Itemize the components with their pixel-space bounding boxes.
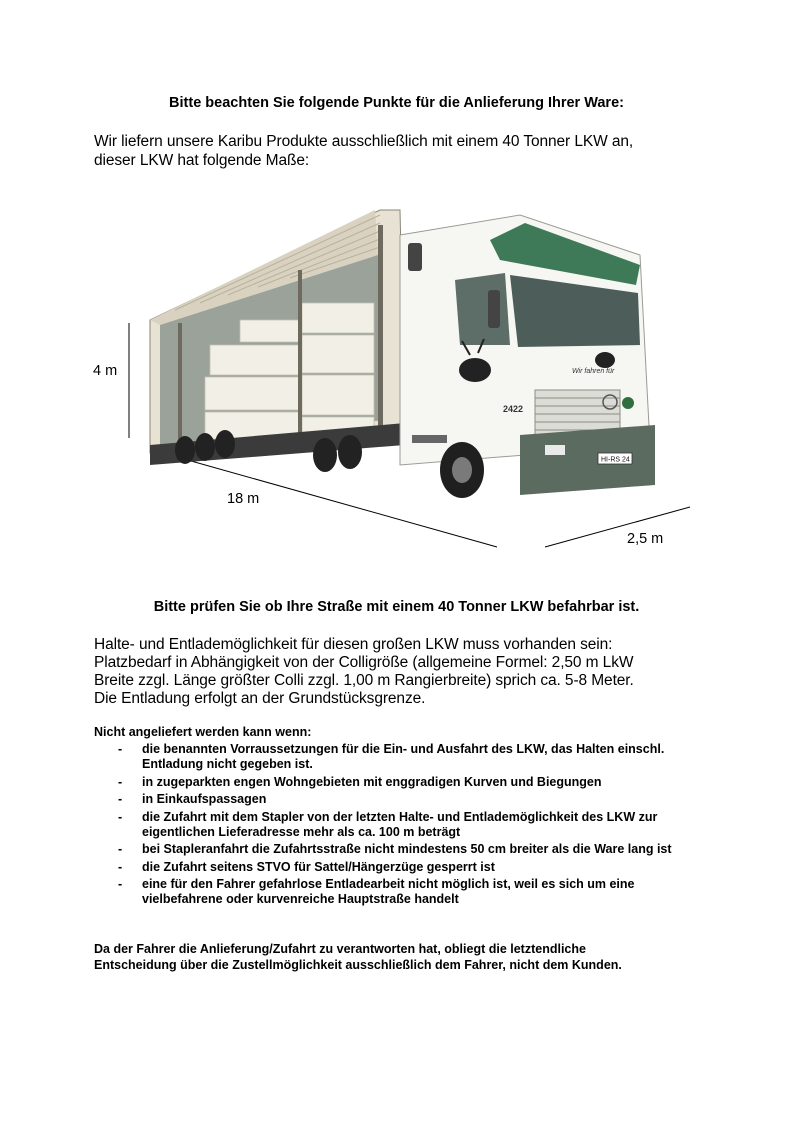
list-item: - bei Stapleranfahrt die Zufahrtsstraße nicht mindestens 50 cm breiter als die Ware lang ist: [118, 842, 672, 856]
list-item: - die Zufahrt seitens STVO für Sattel/Hängerzüge gesperrt ist: [118, 859, 495, 874]
intro-line-1: Wir liefern unsere Karibu Produkte ausschließlich mit einem 40 Tonner LKW an,: [94, 133, 634, 150]
intro-line-2: dieser LKW hat folgende Maße:: [94, 152, 310, 169]
closing-line-1: Da der Fahrer die Anlieferung/Zufahrt zu verantworten hat, obliegt die letztendliche: [94, 942, 586, 956]
list-item: - die Zufahrt mit dem Stapler von der letzten Halte- und Entlademöglichkeit des LKW zur eigentlichen Lieferadresse mehr als ca. 100 m beträgt: [118, 809, 658, 839]
fleet-number: 2422: [503, 404, 524, 414]
not-delivered-title: Nicht angeliefert werden kann wenn:: [94, 725, 312, 739]
requirements-line-2: Platzbedarf in Abhängigkeit von der Colligröße (allgemeine Formel: 2,50 m LkW: [94, 654, 634, 671]
list-item: - eine für den Fahrer gefahrlose Entladearbeit nicht möglich ist, weil es sich um eine vielbefahrene oder kurvenreiche Hauptstraße handelt: [118, 877, 635, 906]
requirements-line-1: Halte- und Entlademöglichkeit für diesen großen LKW muss vorhanden sein:: [94, 636, 613, 653]
list-item: - in Einkaufspassagen: [118, 792, 267, 806]
requirements-line-3: Breite zzgl. Länge größter Colli zzgl. 1,00 m Rangierbreite) sprich ca. 5-8 Meter.: [94, 672, 634, 689]
truck-illustration: [0, 195, 793, 560]
section-heading: Bitte prüfen Sie ob Ihre Straße mit einem 40 Tonner LKW befahrbar ist.: [153, 599, 640, 615]
trailer: [150, 210, 405, 472]
list-item: - die benannten Vorraussetzungen für die Ein- und Ausfahrt des LKW, das Halten einschl. Entladung nicht gegeben ist.: [118, 742, 665, 771]
rules-list: [94, 742, 714, 910]
cab-text: Wir fahren für: [572, 368, 615, 375]
truck-cab: [400, 215, 655, 498]
closing-line-2: Entscheidung über die Zustellmöglichkeit ausschließlich dem Fahrer, nicht dem Kunden.: [94, 958, 622, 972]
height-label: 4 m: [93, 363, 118, 379]
requirements-line-4: Die Entladung erfolgt an der Grundstücksgrenze.: [94, 690, 426, 707]
width-dimension-line: [545, 507, 690, 547]
length-label: 18 m: [227, 491, 260, 507]
license-plate: HI-RS 24: [601, 456, 630, 464]
list-item: - in zugeparkten engen Wohngebieten mit enggradigen Kurven und Biegungen: [118, 774, 602, 789]
width-label: 2,5 m: [627, 531, 664, 547]
page-heading: Bitte beachten Sie folgende Punkte für die Anlieferung Ihrer Ware:: [169, 95, 624, 111]
